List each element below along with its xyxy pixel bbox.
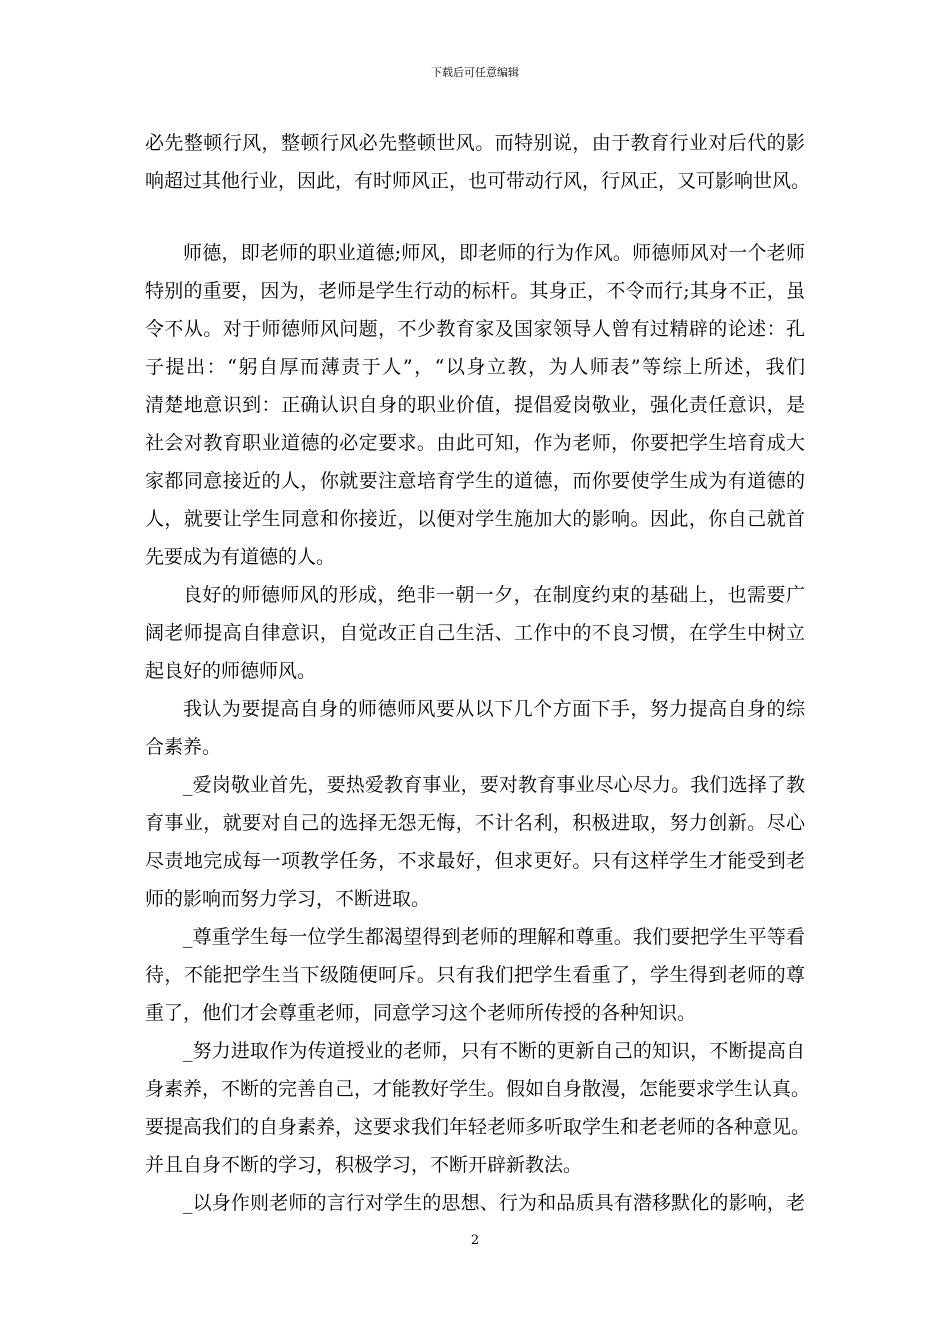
text-line: _爱岗敬业首先，要热爱教育事业，要对教育事业尽心尽力。我们选择了教: [183, 774, 805, 796]
text-line: 我认为要提高自身的师德师风要从以下几个方面下手，努力提高自身的综: [183, 698, 805, 720]
text-line: 社会对教育职业道德的必定要求。由此可知，作为老师，你要把学生培育成大: [145, 432, 805, 454]
paragraph-spacer: [145, 200, 805, 234]
text-line: 合素养。: [145, 736, 222, 758]
text-line: 起良好的师德师风。: [145, 660, 317, 682]
text-line: 先要成为有道德的人。: [145, 546, 336, 568]
text-line: 师的影响而努力学习，不断进取。: [145, 888, 431, 910]
text-line: 身素养，不断的完善自己，才能教好学生。假如自身散漫，怎能要求学生认真。: [145, 1078, 811, 1100]
text-line: _尊重学生每一位学生都渴望得到老师的理解和尊重。我们要把学生平等看: [183, 926, 805, 948]
text-line: 人，就要让学生同意和你接近，以便对学生施加大的影响。因此，你自己就首: [145, 508, 805, 530]
paragraph: [145, 124, 811, 200]
text-line: 并且自身不断的学习，积极学习，不断开辟新教法。: [145, 1154, 583, 1176]
text-line: 特别的重要，因为，老师是学生行动的标杆。其身正，不令而行;其身不正，虽: [145, 280, 805, 302]
text-line: 响超过其他行业，因此，有时师风正，也可带动行风，行风正，又可影响世风。: [145, 170, 811, 192]
text-line: 育事业，就要对自己的选择无怨无悔，不计名利，积极进取，努力创新。尽心: [145, 812, 805, 834]
text-line: 重了，他们才会尊重老师，同意学习这个老师所传授的各种知识。: [145, 1002, 697, 1024]
text-line: 良好的师德师风的形成，绝非一朝一夕，在制度约束的基础上，也需要广: [183, 584, 805, 606]
paragraph: [145, 918, 805, 1032]
text-line: 令不从。对于师德师风问题，不少教育家及国家领导人曾有过精辟的论述：孔: [145, 318, 805, 340]
paragraph: [145, 1032, 811, 1184]
text-line: _努力进取作为传道授业的老师，只有不断的更新自己的知识，不断提高自: [183, 1040, 805, 1062]
paragraph: [145, 576, 805, 690]
text-line: 待，不能把学生当下级随便呵斥。只有我们把学生看重了，学生得到老师的尊: [145, 964, 805, 986]
text-line: 阔老师提高自律意识，自觉改正自己生活、工作中的不良习惯，在学生中树立: [145, 622, 805, 644]
text-line: 尽责地完成每一项教学任务，不求最好，但求更好。只有这样学生才能受到老: [145, 850, 805, 872]
text-line: 子提出：“躬自厚而薄责于人”，“以身立教，为人师表”等综上所述，我们: [145, 356, 805, 378]
page-header: 下载后可任意编辑: [431, 66, 519, 79]
text-line: 要提高我们的自身素养，这要求我们年轻老师多听取学生和老老师的各种意见。: [145, 1116, 811, 1138]
paragraph: [145, 766, 805, 918]
text-line: _以身作则老师的言行对学生的思想、行为和品质具有潜移默化的影响，老: [183, 1192, 805, 1214]
text-line: 家都同意接近的人，你就要注意培育学生的道德，而你要使学生成为有道德的: [145, 470, 805, 492]
text-line: 师德，即老师的职业道德;师风，即老师的行为作风。师德师风对一个老师: [183, 242, 805, 264]
document-body: [145, 124, 811, 1222]
text-line: 必先整顿行风，整顿行风必先整顿世风。而特别说，由于教育行业对后代的影: [145, 132, 805, 154]
paragraph: [145, 1184, 805, 1222]
page-number: 2: [470, 1233, 480, 1248]
text-line: 清楚地意识到：正确认识自身的职业价值，提倡爱岗敬业，强化责任意识，是: [145, 394, 805, 416]
paragraph: [145, 690, 805, 766]
paragraph: [145, 234, 805, 576]
